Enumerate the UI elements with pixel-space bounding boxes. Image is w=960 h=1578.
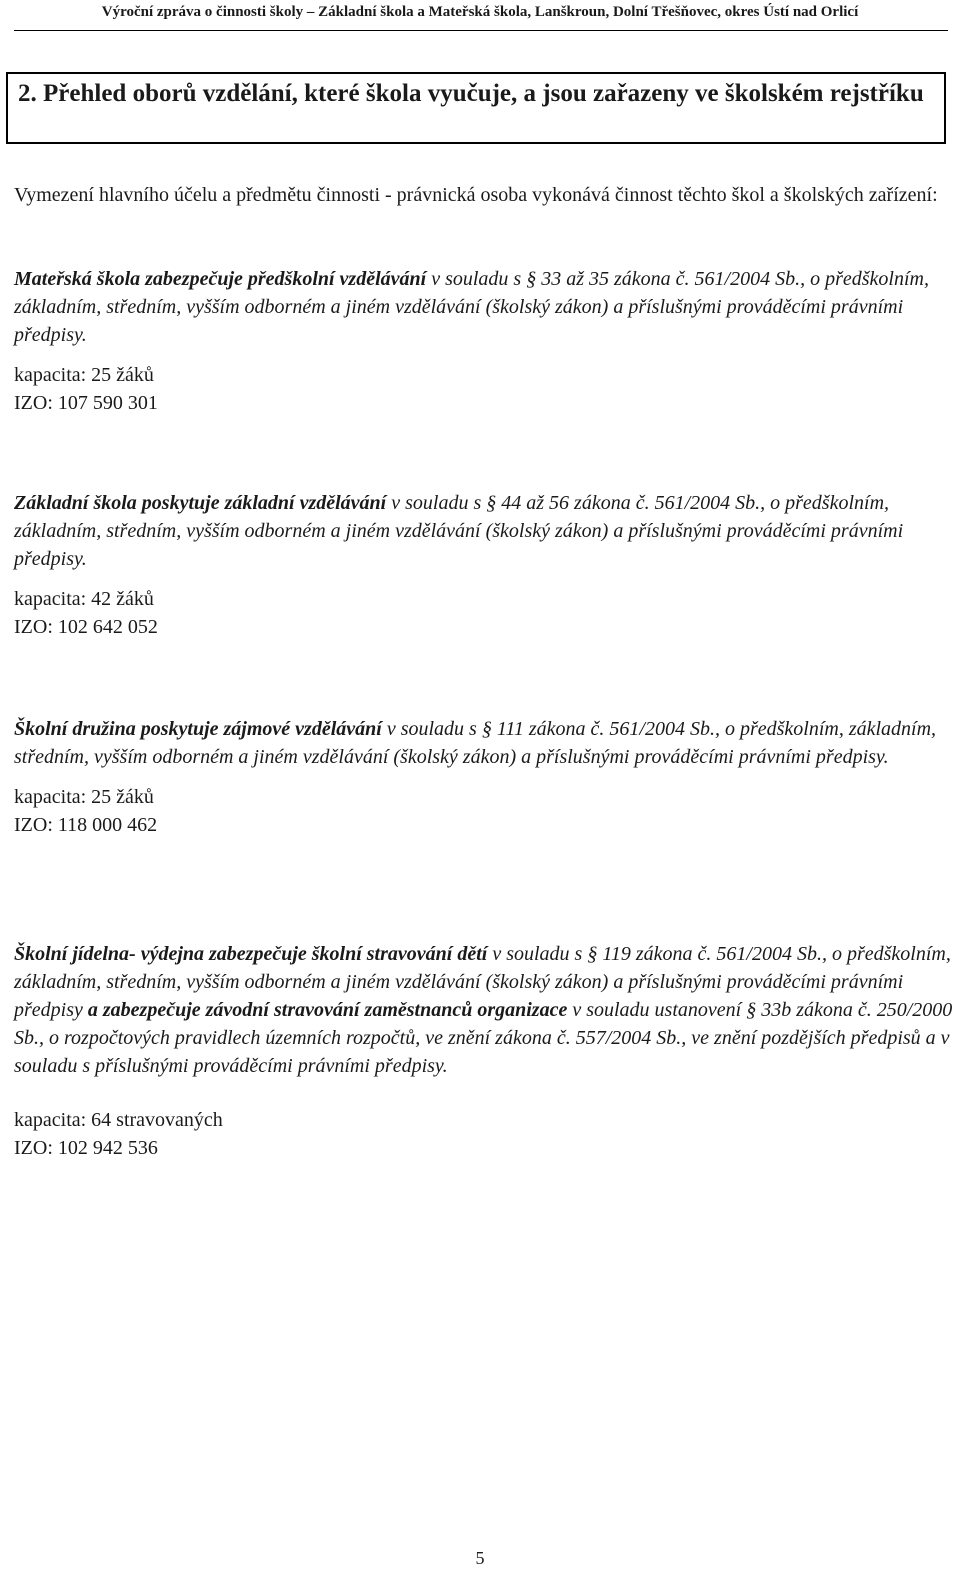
entry-description	[14, 489, 954, 573]
entry-name: Školní družina poskytuje zájmové vzdělávání	[14, 718, 382, 740]
entry-zakladni-skola	[14, 489, 954, 641]
header-divider	[14, 30, 948, 31]
entry-law-reference: v souladu s § 44 až 56 zákona č. 561/2004 Sb.	[386, 492, 761, 514]
entry-name: Mateřská škola zabezpečuje předškolní vzdělávání	[14, 268, 427, 290]
entry-description	[14, 265, 954, 349]
entry-law-reference: v souladu s § 111 zákona č. 561/2004 Sb.	[381, 718, 715, 740]
entry-izo: IZO: 118 000 462	[14, 814, 158, 836]
entry-law-text: , o předškolním, základním, středním, vyšším odborném a jiném vzdělávání (školský zákon) a příslušnými prováděcími právními předpisy	[14, 943, 951, 1021]
entry-materska-skola	[14, 265, 954, 417]
entry-izo: IZO: 107 590 301	[14, 392, 158, 414]
entry-capacity: kapacita: 42 žáků	[14, 588, 154, 610]
entry-law-text: , o předškolním, základním, středním, vyšším odborném a jiném vzdělávání (školský zákon) a příslušnými prováděcími právními předpisy.	[14, 268, 929, 346]
section-number: 2.	[18, 80, 37, 107]
entry-law-text: , o předškolním, základním, středním, vyšším odborném a jiném vzdělávání (školský zákon) a příslušnými prováděcími právními předpisy.	[14, 718, 937, 768]
section-title: Přehled oborů vzdělání, které škola vyučuje, a jsou zařazeny ve školském rejstříku	[43, 80, 924, 107]
entry-extra-text: v souladu ustanovení § 33b zákona č. 250/2000 Sb., o rozpočtových pravidlech územních rozpočtů, ve znění zákona č. 557/2004 Sb., ve znění pozdějších předpisů a v souladu s příslušnými prováděcími právními předpisy.	[14, 999, 953, 1077]
intro-paragraph: Vymezení hlavního účelu a předmětu činnosti - právnická osoba vykonává činnost těchto škol a školských zařízení:	[14, 184, 938, 206]
entry-extra-name: a zabezpečuje závodní stravování zaměstnanců organizace	[82, 999, 568, 1021]
entry-capacity: kapacita: 25 žáků	[14, 364, 154, 386]
entry-law-text: , o předškolním, základním, středním, vyšším odborném a jiném vzdělávání (školský zákon) a příslušnými prováděcími právními předpisy.	[14, 492, 904, 570]
entry-name: Školní jídelna- výdejna zabezpečuje školní stravování dětí	[14, 943, 488, 965]
entry-description	[14, 940, 954, 1080]
entry-skolni-druzina	[14, 715, 954, 839]
entry-izo: IZO: 102 942 536	[14, 1137, 158, 1159]
section-heading	[6, 72, 946, 144]
entry-name: Základní škola poskytuje základní vzdělávání	[14, 492, 387, 514]
entry-izo: IZO: 102 642 052	[14, 616, 158, 638]
page-header: Výroční zpráva o činnosti školy – Základní škola a Mateřská škola, Lanškroun, Dolní Třešňovec, okres Ústí nad Orlicí	[101, 4, 859, 20]
entry-capacity: kapacita: 64 stravovaných	[14, 1109, 223, 1131]
entry-skolni-jidelna	[14, 940, 954, 1162]
entry-description	[14, 715, 954, 771]
entry-law-reference: v souladu s § 119 zákona č. 561/2004 Sb.	[487, 943, 822, 965]
entry-capacity: kapacita: 25 žáků	[14, 786, 154, 808]
page-number: 5	[475, 1548, 485, 1568]
entry-law-reference: v souladu s § 33 až 35 zákona č. 561/2004 Sb.	[426, 268, 801, 290]
